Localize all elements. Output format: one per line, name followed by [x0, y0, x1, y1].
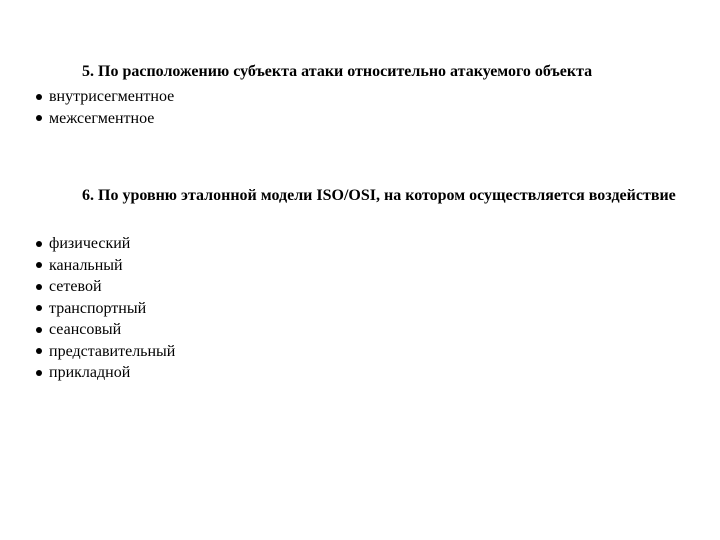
list-item: [36, 298, 175, 320]
bullet-icon: [36, 305, 42, 311]
bullet-icon: [36, 262, 42, 268]
bullet-icon: [36, 241, 42, 247]
list-item: [36, 108, 174, 130]
list-item-text: физический: [49, 235, 131, 252]
list-item: [36, 276, 175, 298]
list-item-text: внутрисегментное: [49, 88, 175, 105]
bullet-icon: [36, 327, 42, 333]
list-item-text: сетевой: [49, 278, 102, 295]
section-heading-osi-level: 6. По уровню эталонной модели ISO/OSI, на котором осуществляется воздействие: [82, 187, 676, 204]
bullet-icon: [36, 284, 42, 290]
list-item-text: транспортный: [49, 299, 147, 317]
list-item: [36, 233, 175, 255]
bullet-icon: [36, 115, 42, 121]
list-item: [36, 341, 175, 363]
list-item: [36, 362, 175, 384]
list-item-text: межсегментное: [49, 109, 155, 127]
bullet-icon: [36, 94, 42, 100]
osi-level-list: [36, 233, 175, 384]
list-item-text: канальный: [49, 256, 123, 274]
list-item: [36, 255, 175, 277]
location-list: [36, 86, 174, 129]
list-item-text: представительный: [49, 342, 176, 360]
list-item-text: сеансовый: [49, 321, 122, 338]
list-item: [36, 86, 174, 108]
section-heading-location: 5. По расположению субъекта атаки относительно атакуемого объекта: [82, 63, 593, 80]
list-item: [36, 319, 175, 341]
bullet-icon: [36, 370, 42, 376]
bullet-icon: [36, 348, 42, 354]
list-item-text: прикладной: [49, 364, 131, 381]
